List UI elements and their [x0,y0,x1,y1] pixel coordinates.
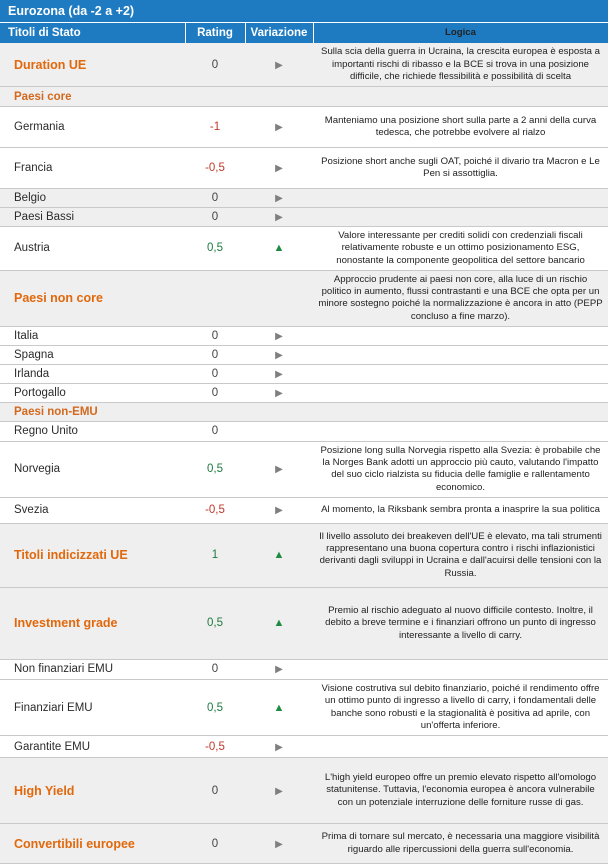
row-variation-empty [245,402,313,421]
row-rating: 0,5 [185,587,245,659]
row-label: Paesi core [0,87,185,107]
row-rating: 0 [185,659,245,679]
table-row [0,383,608,402]
table-row [0,208,608,227]
column-header-name: Titoli di Stato [0,23,185,44]
row-logic: Il livello assoluto dei breakeven dell'UE è elevato, ma tali strumenti rappresentano una buona copertura contro i rischi inflazionistici derivanti dagli sviluppi in Ucraina e dall'acuirsi delle tensioni con la Russia. [313,523,608,587]
row-rating: 0,5 [185,679,245,735]
row-label: Non finanziari EMU [0,659,185,679]
row-label: Belgio [0,189,185,208]
row-rating: -0,5 [185,148,245,189]
table-header-row [0,23,608,44]
arrow-right-icon: ▶ [245,107,313,148]
arrow-right-icon: ▶ [245,43,313,86]
row-logic: Premio al rischio adeguato al nuovo difficile contesto. Inoltre, il debito a breve termine e i finanziari offrono un punto di ingresso interessante a livello di carry. [313,587,608,659]
table-row [0,441,608,497]
row-rating: 0 [185,208,245,227]
arrow-right-icon: ▶ [245,497,313,523]
row-rating: 1 [185,523,245,587]
arrow-right-icon: ▶ [245,736,313,758]
table-row [0,736,608,758]
row-variation-empty [245,270,313,326]
row-label: Regno Unito [0,421,185,441]
arrow-right-icon: ▶ [245,326,313,345]
row-logic [313,189,608,208]
table-row [0,587,608,659]
row-logic [313,345,608,364]
row-label: Austria [0,227,185,271]
row-logic [313,326,608,345]
row-rating: 0 [185,189,245,208]
arrow-up-icon: ▲ [245,587,313,659]
row-logic [313,421,608,441]
row-logic [313,87,608,107]
row-rating: -0,5 [185,736,245,758]
row-logic [313,659,608,679]
column-header-logic: Logica [313,23,608,44]
row-label: Garantite EMU [0,736,185,758]
row-rating [185,270,245,326]
arrow-right-icon: ▶ [245,824,313,864]
table-row [0,189,608,208]
arrow-right-icon: ▶ [245,758,313,824]
row-rating: 0 [185,824,245,864]
table-row [0,364,608,383]
row-label: Titoli indicizzati UE [0,523,185,587]
row-rating [185,402,245,421]
table-row [0,679,608,735]
row-rating [185,87,245,107]
row-label: Duration UE [0,43,185,86]
arrow-up-icon: ▲ [245,523,313,587]
row-logic [313,736,608,758]
arrow-up-icon: ▲ [245,227,313,271]
row-label: Convertibili europee [0,824,185,864]
arrow-right-icon: ▶ [245,148,313,189]
row-logic: Al momento, la Riksbank sembra pronta a inasprire la sua politica [313,497,608,523]
row-rating: -1 [185,107,245,148]
row-label: High Yield [0,758,185,824]
row-logic: Sulla scia della guerra in Ucraina, la crescita europea è esposta a importanti rischi di ribasso e la BCE si trova in una posizione difficile, che richiede flessibilità e possibilità di scelta [313,43,608,86]
row-label: Paesi non-EMU [0,402,185,421]
table-row [0,824,608,864]
table-row [0,43,608,86]
row-rating: 0,5 [185,227,245,271]
row-variation-empty [245,87,313,107]
row-label: Paesi Bassi [0,208,185,227]
arrow-right-icon: ▶ [245,383,313,402]
table-row [0,107,608,148]
table-row [0,148,608,189]
row-logic [313,364,608,383]
column-header-rating: Rating [185,23,245,44]
row-logic: Manteniamo una posizione short sulla parte a 2 anni della curva tedesca, che potrebbe evolvere al rialzo [313,107,608,148]
table-row [0,659,608,679]
table-row [0,402,608,421]
arrow-right-icon: ▶ [245,441,313,497]
row-label: Irlanda [0,364,185,383]
row-logic: L'high yield europeo offre un premio elevato rispetto all'omologo statunitense. Tuttavia, l'economia europea è ancora vulnerabile con un potenziale interruzione delle forniture russe di gas. [313,758,608,824]
row-variation-empty [245,421,313,441]
table-row [0,345,608,364]
row-rating: 0 [185,364,245,383]
table-row [0,270,608,326]
row-rating: 0 [185,345,245,364]
row-label: Portogallo [0,383,185,402]
row-logic: Posizione long sulla Norvegia rispetto alla Svezia: è probabile che la Norges Bank adotti un approccio più cauto, valutando l'impatto del suo ciclo rialzista su fiducia delle famiglie e rallentamento economico. [313,441,608,497]
column-header-variation: Variazione [245,23,313,44]
row-label: Spagna [0,345,185,364]
table-row [0,421,608,441]
table-row [0,326,608,345]
row-logic: Approccio prudente ai paesi non core, alla luce di un rischio politico in aumento, flussi contrastanti e una BCE che opta per un minore sostegno poiché la normalizzazione è ancora in atto (PEPP concluso a fine marzo). [313,270,608,326]
table-row [0,497,608,523]
row-rating: 0,5 [185,441,245,497]
arrow-up-icon: ▲ [245,679,313,735]
row-rating: 0 [185,383,245,402]
row-logic: Valore interessante per crediti solidi con credenziali fiscali relativamente robuste e un ottimo posizionamento ESG, nonostante la componente geopolitica del settore bancario [313,227,608,271]
row-rating: 0 [185,43,245,86]
arrow-right-icon: ▶ [245,364,313,383]
row-label: Finanziari EMU [0,679,185,735]
row-rating: 0 [185,758,245,824]
row-rating: -0,5 [185,497,245,523]
row-logic: Posizione short anche sugli OAT, poiché il divario tra Macron e Le Pen si assottiglia. [313,148,608,189]
row-logic [313,383,608,402]
row-logic [313,208,608,227]
row-rating: 0 [185,421,245,441]
row-label: Norvegia [0,441,185,497]
page-title: Eurozona (da -2 a +2) [0,0,608,23]
table-row [0,87,608,107]
row-label: Germania [0,107,185,148]
row-label: Francia [0,148,185,189]
row-logic: Prima di tornare sul mercato, è necessaria una maggiore visibilità riguardo alle ripercussioni della guerra sull'economia. [313,824,608,864]
arrow-right-icon: ▶ [245,189,313,208]
row-label: Investment grade [0,587,185,659]
arrow-right-icon: ▶ [245,208,313,227]
table-row [0,523,608,587]
arrow-right-icon: ▶ [245,345,313,364]
table-title-row [0,0,608,23]
row-label: Paesi non core [0,270,185,326]
arrow-right-icon: ▶ [245,659,313,679]
row-logic: Visione costrutiva sul debito finanziario, poiché il rendimento offre un ottimo punto di ingresso a livello di carry, i fondamentali delle banche sono robusti e la stagionalità è positiva ad aprile, con un'offerta inferiore. [313,679,608,735]
table-row [0,227,608,271]
row-rating: 0 [185,326,245,345]
table-row [0,758,608,824]
row-label: Italia [0,326,185,345]
row-label: Svezia [0,497,185,523]
row-logic [313,402,608,421]
